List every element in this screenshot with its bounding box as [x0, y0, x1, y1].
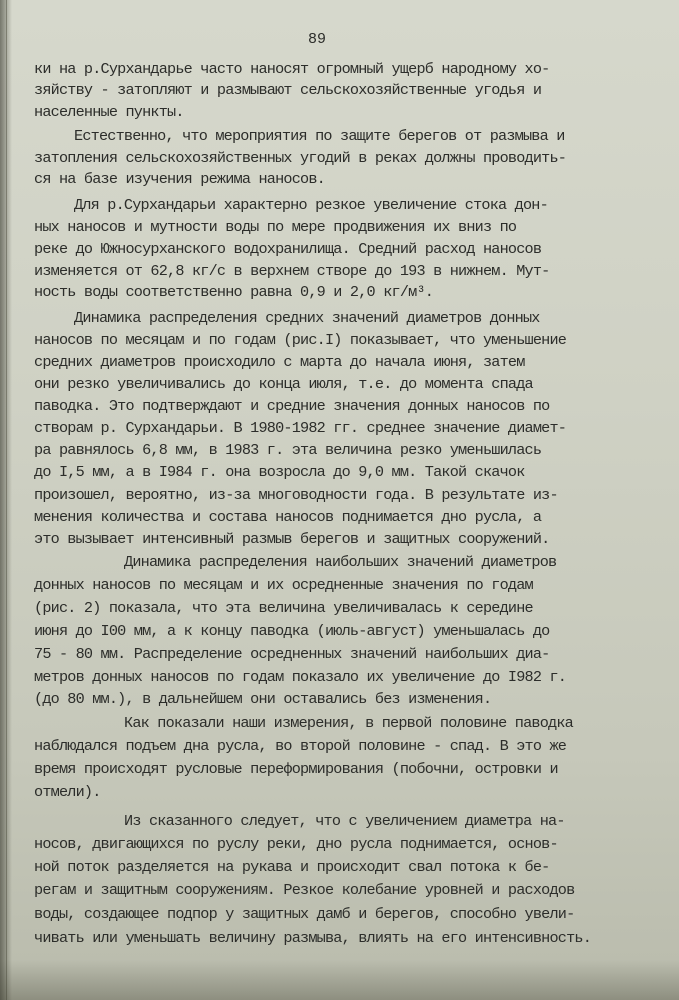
text-line: ность воды соответственно равна 0,9 и 2,0 кг/м³. — [34, 283, 434, 301]
paragraph-first-line: Естественно, что мероприятия по защите берегов от размыва и — [74, 127, 565, 145]
text-line: ки на р.Сурхандарье часто наносят огромный ущерб народному хо- — [34, 60, 550, 78]
paragraph-first-line: Динамика распределения наибольших значений диаметров — [124, 553, 557, 571]
text-line: (до 80 мм.), в дальнейшем они оставались без изменения. — [34, 690, 492, 708]
page-number: 89 — [308, 31, 327, 48]
text-line: ся на базе изучения режима наносов. — [34, 170, 325, 188]
text-line: носов, двигающихся по руслу реки, дно русла поднимается, основ- — [34, 835, 558, 853]
paragraph-first-line: Из сказанного следует, что с увеличением диаметра на- — [124, 812, 565, 830]
text-line: ных наносов и мутности воды по мере продвижения их вниз по — [34, 218, 517, 236]
text-line: наносов по месяцам и по годам (рис.I) показывает, что уменьшение — [34, 331, 567, 349]
text-line: регам и защитным сооружениям. Резкое колебание уровней и расходов — [34, 881, 575, 899]
text-line: донных наносов по месяцам и их осредненные значения по годам — [34, 576, 533, 594]
paragraph-first-line: Как показали наши измерения, в первой половине паводка — [124, 714, 573, 732]
text-line: это вызывает интенсивный размыв берегов и защитных сооружений. — [34, 530, 550, 548]
paragraph-first-line: Для р.Сурхандарьи характерно резкое увеличение стока дон- — [74, 196, 548, 214]
text-line: метров донных наносов по годам показало их увеличение до I982 г. — [34, 668, 567, 686]
text-line: воды, создающее подпор у защитных дамб и берегов, способно увели- — [34, 905, 575, 923]
text-line: населенные пункты. — [34, 103, 184, 121]
text-line: изменяется от 62,8 кг/с в верхнем створе до 193 в нижнем. Мут- — [34, 262, 550, 280]
binding-edge — [6, 0, 7, 1000]
text-line: 75 - 80 мм. Распределение осредненных значений наибольших диа- — [34, 645, 550, 663]
text-line: паводка. Это подтверждают и средние значения донных наносов по — [34, 397, 550, 415]
text-line: реке до Южносурханского водохранилища. Средний расход наносов — [34, 240, 542, 258]
page-bottom-shadow — [0, 960, 679, 1000]
text-line: зяйству - затопляют и размывают сельскохозяйственные угодья и — [34, 81, 542, 99]
text-line: створам р. Сурхандарьи. В 1980-1982 гг. среднее значение диамет- — [34, 419, 567, 437]
text-line: наблюдался подъем дна русла, во второй половине - спад. В это же — [34, 737, 567, 755]
text-line: средних диаметров происходило с марта до начала июня, затем — [34, 353, 525, 371]
paragraph-first-line: Динамика распределения средних значений диаметров донных — [74, 309, 540, 327]
text-line: они резко увеличивались до конца июля, т.е. до момента спада — [34, 375, 533, 393]
text-line: до I,5 мм, а в I984 г. она возросла до 9,0 мм. Такой скачок — [34, 463, 525, 481]
text-line: чивать или уменьшать величину размыва, влиять на его интенсивность. — [34, 929, 592, 947]
text-line: затопления сельскохозяйственных угодий в реках должны проводить- — [34, 149, 567, 167]
text-line: июня до I00 мм, а к концу паводка (июль-август) уменьшалась до — [34, 622, 550, 640]
text-line: (рис. 2) показала, что эта величина увеличивалась к середине — [34, 599, 533, 617]
text-line: ной поток разделяется на рукава и происходит свал потока к бе- — [34, 858, 550, 876]
text-line: ра равнялось 6,8 мм, в 1983 г. эта величина резко уменьшилась — [34, 441, 542, 459]
text-line: время происходят русловые переформирования (побочни, островки и — [34, 760, 558, 778]
text-line: отмели). — [34, 783, 101, 801]
text-line: менения количества и состава наносов поднимается дно русла, а — [34, 508, 542, 526]
text-line: произошел, вероятно, из-за многоводности года. В результате из- — [34, 486, 558, 504]
